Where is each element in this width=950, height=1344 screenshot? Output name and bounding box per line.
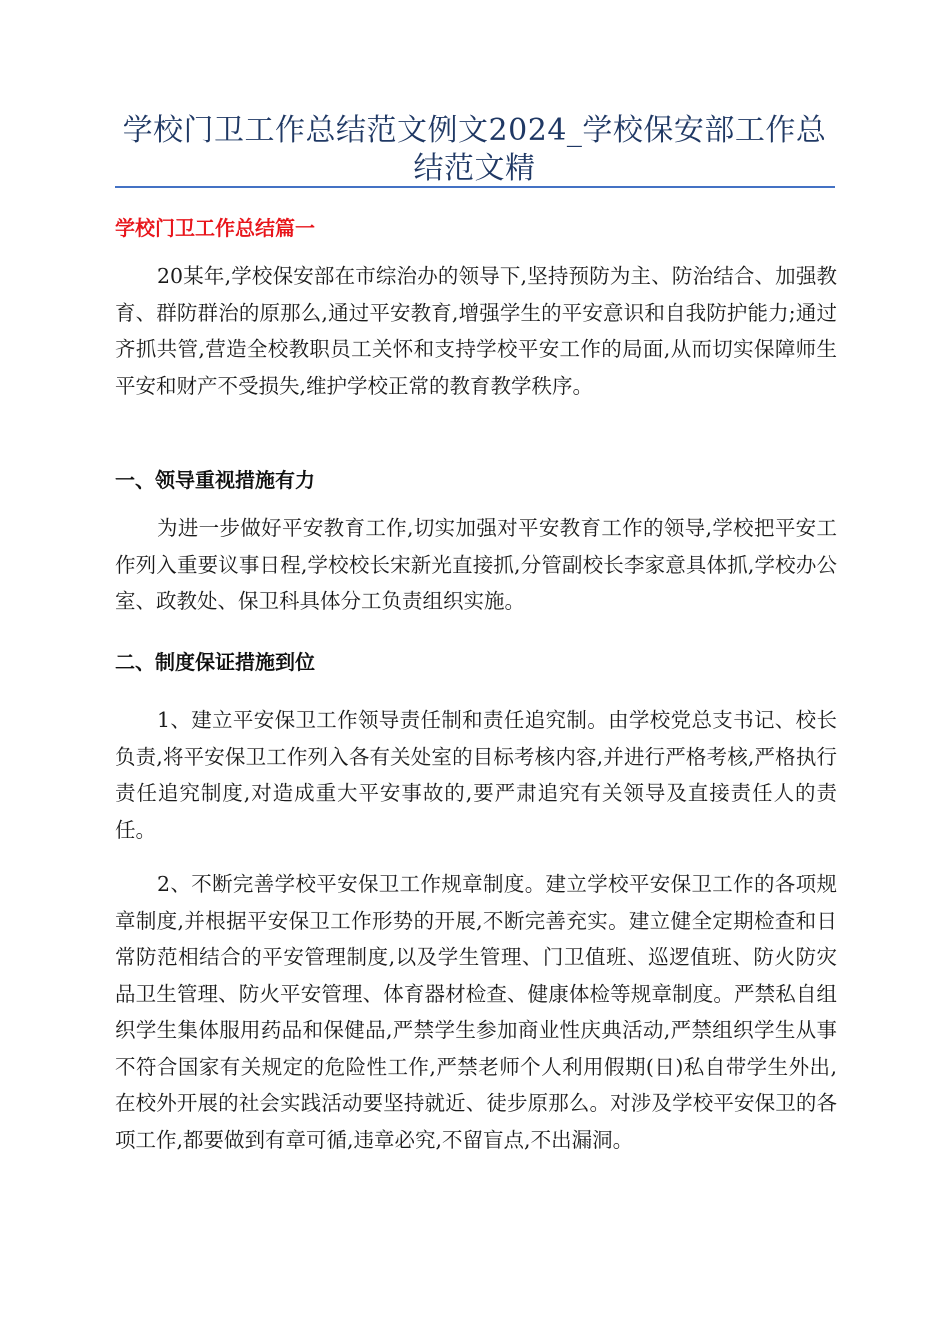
- section1-paragraph: 为进一步做好平安教育工作,切实加强对平安教育工作的领导,学校把平安工作列入重要议事日程,学校校长宋新光直接抓,分管副校长李家意具体抓,学校办公室、政教处、保卫科具体分工负责组织实施。: [115, 516, 837, 613]
- section1-heading: 一、领导重视措施有力: [115, 468, 315, 492]
- intro-paragraph: 20某年,学校保安部在市综治办的领导下,坚持预防为主、防治结合、加强教育、群防群治的原那么,通过平安教育,增强学生的平安意识和自我防护能力;通过齐抓共管,营造全校教职员工关怀和支持学校平安工作的局面,从而切实保障师生平安和财产不受损失,维护学校正常的教育教学秩序。: [115, 264, 837, 398]
- section2-item2-paragraph: 2、不断完善学校平安保卫工作规章制度。建立学校平安保卫工作的各项规章制度,并根据平安保卫工作形势的开展,不断完善充实。建立健全定期检查和日常防范相结合的平安管理制度,以及学生管理、门卫值班、巡逻值班、防火防灾品卫生管理、防火平安管理、体育器材检查、健康体检等规章制度。严禁私自组织学生集体服用药品和保健品,严禁学生参加商业性庆典活动,严禁组织学生从事不符合国家有关规定的危险性工作,严禁老师个人利用假期(日)私自带学生外出,在校外开展的社会实践活动要坚持就近、徒步原那么。对涉及学校平安保卫的各项工作,都要做到有章可循,违章必究,不留盲点,不出漏洞。: [115, 872, 837, 1152]
- section2-heading: 二、制度保证措施到位: [115, 650, 315, 674]
- title-divider: [115, 186, 835, 188]
- document-title: 学校门卫工作总结范文例文2024_学校保安部工作总结范文精: [122, 113, 827, 186]
- part-heading: 学校门卫工作总结篇一: [115, 216, 315, 240]
- section2-item1-paragraph: 1、建立平安保卫工作领导责任制和责任追究制。由学校党总支书记、校长负责,将平安保卫工作列入各有关处室的目标考核内容,并进行严格考核,严格执行责任追究制度,对造成重大平安事故的,要严肃追究有关领导及直接责任人的责任。: [115, 708, 837, 842]
